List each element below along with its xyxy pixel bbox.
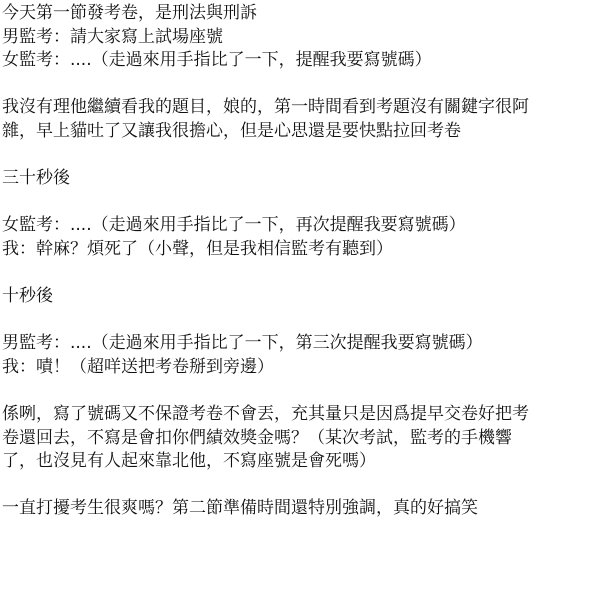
text-line: 十秒後 [2, 286, 53, 307]
text-line: 女監考：....（走過來用手指比了一下，提醒我要寫號碼） [2, 50, 432, 71]
blank-line [2, 380, 602, 404]
text-line: 今天第一節發考卷，是刑法與刑訴 [2, 3, 257, 23]
blank-line [2, 144, 602, 168]
text-line: 我沒有理他繼續看我的題目，娘的，第一時間看到考題沒有關鍵字很阿 [2, 97, 529, 118]
post-body [2, 2, 602, 521]
text-line: 女監考：....（走過來用手指比了一下，再次提醒我要寫號碼） [2, 215, 466, 236]
text-line: 三十秒後 [2, 168, 70, 189]
text-line: 我：嘖！（超咩送把考卷掰到旁邊） [2, 356, 274, 377]
blank-line [2, 73, 602, 97]
text-line: 卷還回去，不寫是會扣你們績效獎金嗎？（某次考試，監考的手機響 [2, 427, 512, 448]
text-line: 係咧，寫了號碼又不保證考卷不會丟，充其量只是因爲提早交卷好把考 [2, 404, 529, 425]
blank-line [2, 262, 602, 286]
blank-line [2, 191, 602, 215]
blank-line [2, 309, 602, 333]
text-line: 一直打擾考生很爽嗎？第二節準備時間還特別強調，真的好搞笑 [2, 498, 478, 519]
text-line: 了，也沒見有人起來靠北他，不寫座號是會死嗎） [2, 451, 376, 472]
blank-line [2, 474, 602, 498]
text-line: 男監考：....（走過來用手指比了一下，第三次提醒我要寫號碼） [2, 333, 483, 354]
text-line: 男監考：請大家寫上試場座號 [2, 26, 223, 47]
text-line: 雜，早上貓吐了又讓我很擔心，但是心思還是要快點拉回考卷 [2, 120, 461, 141]
text-line: 我：幹麻？煩死了（小聲，但是我相信監考有聽到） [2, 238, 393, 259]
